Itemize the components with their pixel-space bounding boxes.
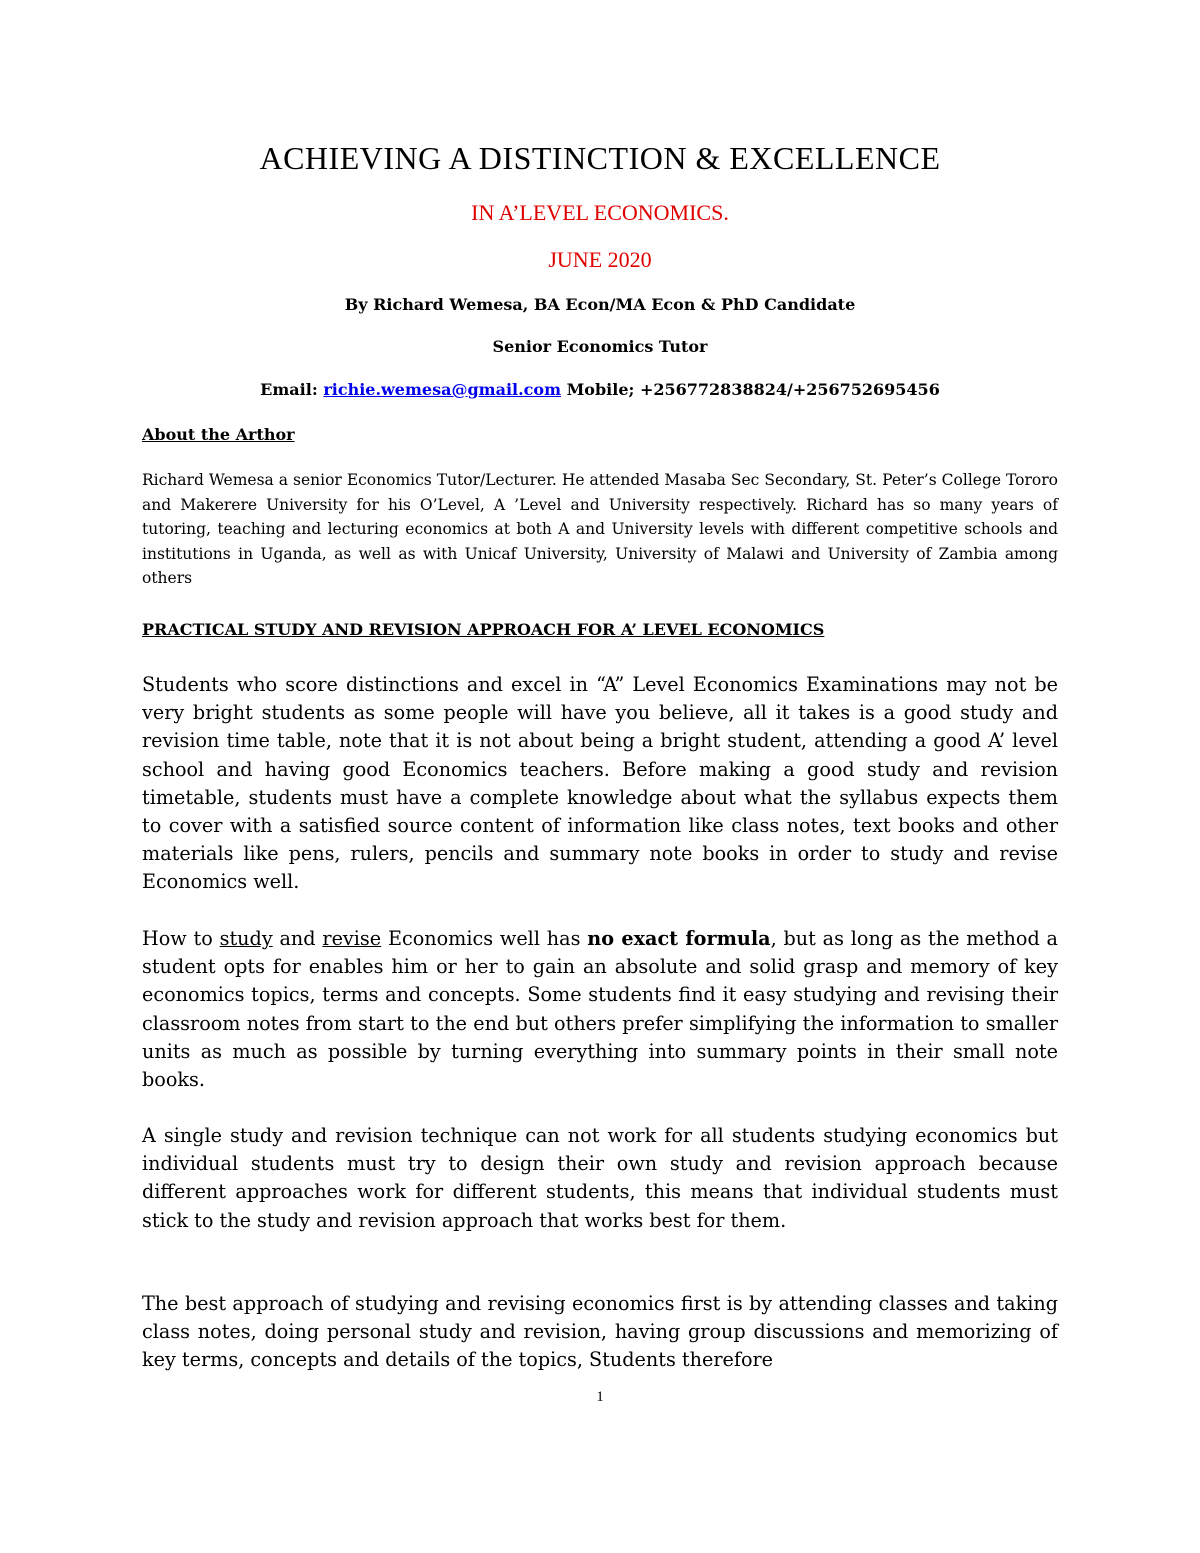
paragraph-2-text-c: Economics well has <box>381 927 588 950</box>
about-heading: About the Arthor <box>142 425 295 444</box>
about-paragraph: Richard Wemesa a senior Economics Tutor/Lecturer. He attended Masaba Sec Secondary, St. Peter’s College Tororo and Makerere University for his O’Level, A ’Level and University respectively. Richard has so many years of tutoring, teaching and lecturing economics at both A and University levels with different competitive schools and institutions in Uganda, as well as with Unicaf University, University of Malawi and University of Zambia among others <box>142 471 1058 587</box>
paragraph-4: The best approach of studying and revising economics first is by attending classes and taking class notes, doing personal study and revision, having group discussions and memorizing of key terms, concepts and details of the topics, Students therefore <box>142 1292 1058 1372</box>
paragraph-1: Students who score distinctions and excel in “A” Level Economics Examinations may not be very bright students as some people will have you believe, all it takes is a good study and revision time table, note that it is not about being a bright student, attending a good A’ level school and having good Economics teachers. Before making a good study and revision timetable, students must have a complete knowledge about what the syllabus expects them to cover with a satisfied source content of information like class notes, text books and other materials like pens, rulers, pencils and summary note books in order to study and revise Economics well. <box>142 673 1058 894</box>
bold-phrase: no exact formula <box>587 927 771 950</box>
mobile-text: Mobile; +256772838824/+256752695456 <box>566 380 940 399</box>
paragraph-2-text-d: , but as long as the method a student opts for enables him or her to gain an absolute and solid grasp and memory of key economics topics, terms and concepts. Some students find it easy studying and revising their classroom notes from start to the end but others prefer simplifying the information to smaller units as much as possible by turning everything into summary points in their small note books. <box>142 927 1059 1092</box>
document-date: JUNE 2020 <box>548 247 652 272</box>
email-link[interactable]: richie.wemesa@gmail.com <box>323 380 562 399</box>
page-number: 1 <box>596 1389 604 1405</box>
author-byline: By Richard Wemesa, BA Econ/MA Econ & PhD Candidate <box>344 295 856 314</box>
paragraph-2-text-b: and <box>272 927 323 950</box>
document-subtitle: IN A’LEVEL ECONOMICS. <box>471 200 729 225</box>
document-title: ACHIEVING A DISTINCTION & EXCELLENCE <box>259 140 941 176</box>
paragraph-2-text-a: How to <box>142 927 220 950</box>
section-heading: PRACTICAL STUDY AND REVISION APPROACH FOR A’ LEVEL ECONOMICS <box>142 620 825 639</box>
contact-line <box>0 380 1200 399</box>
author-role: Senior Economics Tutor <box>492 337 708 356</box>
underlined-study: study <box>219 927 273 950</box>
email-label: Email: <box>260 380 318 399</box>
paragraph-2 <box>142 925 1058 1094</box>
paragraph-3: A single study and revision technique can not work for all students studying economics but individual students must try to design their own study and revision approach because different approaches work for different students, this means that individual students must stick to the study and revision approach that works best for them. <box>142 1124 1058 1232</box>
underlined-revise: revise <box>322 927 382 950</box>
